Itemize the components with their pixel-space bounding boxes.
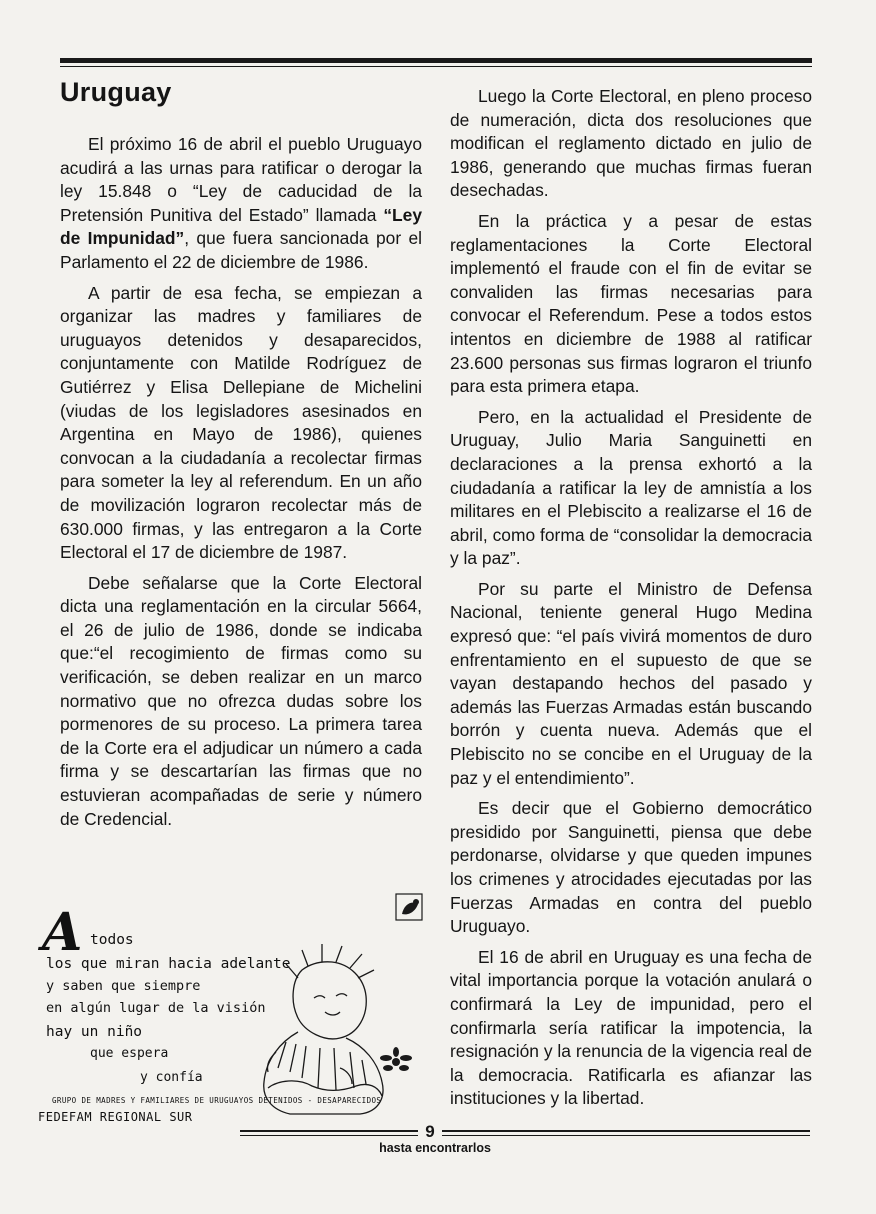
signature: FEDEFAM REGIONAL SUR: [38, 1110, 193, 1124]
paragraph: Pero, en la actualidad el Presidente de Uruguay, Julio Maria Sanguinetti en declaraciones a la prensa exhortó a la ciudadanía a ratificar la ley de amnistía a los militares en el Plebiscito a realizarse el 16 de abril, como forma de “consolidar la democracia y la paz”.: [450, 406, 812, 569]
footer-title: hasta encontrarlos: [379, 1141, 491, 1155]
paragraph: Por su parte el Ministro de Defensa Nacional, teniente general Hugo Medina expresó que: “el país vivirá momentos de duro enfrentamiento en el supuesto de que se vayan destapando hechos del pasado y además las Fuerzas Armadas están buscando borrón y cuenta nueva. Además que el Plebiscito no se concibe en el Uruguay de la paz y el entendimiento”.: [450, 578, 812, 788]
top-rule-thin: [60, 66, 812, 67]
paragraph: Luego la Corte Electoral, en pleno proceso de numeración, dicta dos resoluciones que modifican el reglamento dictado en julio de 1986, generando que muchas firmas fueran desechadas.: [450, 86, 812, 201]
child-drawing: [40, 892, 432, 1122]
big-letter: A: [42, 902, 83, 963]
paragraph: A partir de esa fecha, se empiezan a organizar las madres y familiares de uruguayos detenidos y desaparecidos, conjuntamente con Matilde Rodríguez de Gutiérrez y Elisa Dellepiane de Michelini (viudas de los legisladores asesinados en Argentina en Mayo de 1986), quienes convocan a la ciudadanía a recolectar firmas para someter la ley al referendum. En un año de movilización lograron recolectar más de 630.000 firmas, y las entregaron a la Corte Electoral el 17 de diciembre de 1987.: [60, 282, 422, 563]
section-heading: Uruguay: [60, 77, 172, 107]
handwritten-illustration: A todos los que miran hacia adelante y saben que siempre en algún lugar de la visión hay un niño que espera y confía GRUPO DE MADRES Y FAMILIARES DE URUGUAYOS DETENIDOS - DESAPARECIDOS FEDEFAM REGIONAL SUR: [40, 892, 432, 1122]
paragraph: El 16 de abril en Uruguay es una fecha de vital importancia porque la votación anulará o confirmará la Ley de impunidad, pero el confirmarla sería ratificar la impotencia, la resignación y la renuncia de la vigencia real de la democracia. Ratificarla es afianzar las instituciones y la libertad.: [450, 946, 812, 1109]
paragraph: Debe señalarse que la Corte Electoral dicta una reglamentación en la circular 5664, el 26 de julio de 1986, donde se indicaba que:“el recogimiento de firmas como su verificación, se deben realizar en un marco normativo que no ofrezca dudas sobre los pormenores de su proceso. La primera tarea de la Corte era el adjudicar un número a cada firma y se descartarían las firmas que no estuvieran acompañadas de serie y número de Credencial.: [60, 572, 422, 829]
right-column: [450, 85, 812, 1111]
knot-icon: [396, 894, 422, 920]
flower-icon: [380, 1047, 412, 1071]
bottom-rule: [240, 1130, 810, 1132]
paragraph: En la práctica y a pesar de estas reglamentaciones la Corte Electoral implementó el fraude con el fin de evitar se convaliden las firmas necesarias para convocar el Referendum. Pese a todos estos intentos en diciembre de 1988 al ratificar 23.600 personas sus firmas lograron el triunfo para esta primera etapa.: [450, 210, 812, 397]
page-number: 9: [418, 1122, 442, 1142]
paragraph: El próximo 16 de abril el pueblo Uruguayo acudirá a las urnas para ratificar o derogar la ley 15.848 o “Ley de caducidad de la Pretensión Punitiva del Estado” llamada “Ley de Impunidad”, que fuera sancionada por el Parlamento el 22 de diciembre de 1986.: [60, 134, 422, 272]
child-figure: [264, 944, 383, 1114]
left-column: [60, 133, 422, 831]
caption-text: GRUPO DE MADRES Y FAMILIARES DE URUGUAYOS DETENIDOS - DESAPARECIDOS: [52, 1096, 382, 1105]
paragraph: Es decir que el Gobierno democrático presidido por Sanguinetti, piensa que debe perdonarse, olvidarse y que queden impunes los crimenes y atrocidades ejecutadas por las Fuerzas Armadas en contra del pueblo Uruguayo.: [450, 798, 812, 937]
law-name: “Ley de Impunidad”: [60, 204, 422, 249]
top-rule: [60, 58, 812, 63]
bottom-rule-thin: [240, 1135, 810, 1136]
